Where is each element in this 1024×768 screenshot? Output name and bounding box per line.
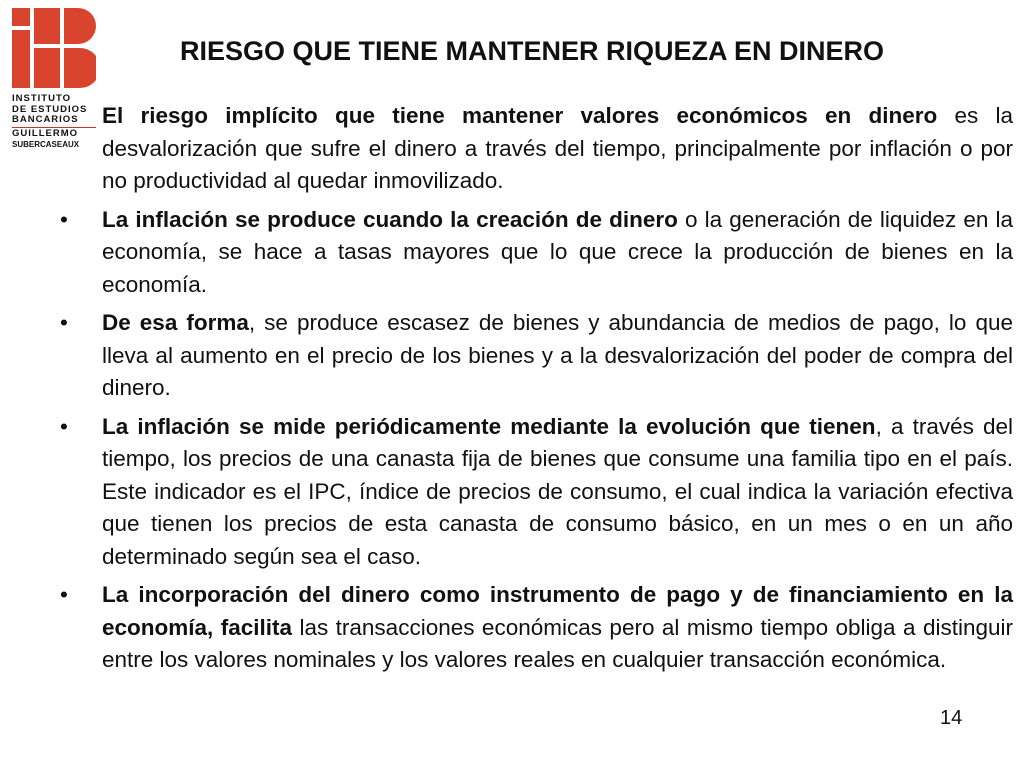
item-text: , se produce escasez de bienes y abundancia de medios de pago, lo que lleva al aumento en el precio de los bienes y a la desvalorización del poder de compra del dinero. bbox=[102, 310, 1013, 400]
logo-line: DE ESTUDIOS bbox=[12, 103, 88, 115]
item-text: o la generación de liquidez en la economía, se hace a tasas mayores que lo que crece la producción de bienes en la economía. bbox=[102, 206, 1013, 297]
item-text: las transacciones económicas pero al mismo tiempo obliga a distinguir entre los valores nominales y los valores reales en cualquier transacción económica. bbox=[102, 614, 1014, 672]
logo-line: GUILLERMO bbox=[12, 128, 78, 139]
item-bold-text: La inflación se mide periódicamente mediante la evolución que tienen bbox=[102, 413, 876, 439]
page-number: 14 bbox=[940, 707, 963, 729]
list-item bbox=[60, 100, 1013, 198]
list-item bbox=[60, 411, 1013, 574]
bullet-icon: • bbox=[60, 206, 68, 232]
item-bold-text: La incorporación del dinero como instrumento de pago y de financiamiento en la economía, facilita bbox=[102, 582, 1013, 640]
bullet-icon: • bbox=[60, 310, 68, 335]
bullet-icon: • bbox=[60, 413, 68, 439]
list-item bbox=[60, 204, 1013, 302]
ieb-logo-icon bbox=[12, 8, 96, 88]
logo-line: BANCARIOS bbox=[12, 114, 79, 125]
item-bold-text: La inflación se produce cuando la creación de dinero bbox=[102, 206, 678, 232]
list-item bbox=[60, 307, 1013, 405]
item-text: es la desvalorización que sufre el dinero a través del tiempo, principalmente por inflación o por no productividad al quedar inmovilizado. bbox=[102, 103, 1014, 193]
list-item bbox=[60, 579, 1013, 677]
bullet-icon: • bbox=[60, 582, 68, 607]
bullet-list bbox=[60, 100, 1013, 683]
item-bold-text: De esa forma bbox=[102, 310, 249, 335]
logo-line: INSTITUTO bbox=[12, 93, 71, 104]
item-bold-text: El riesgo implícito que tiene mantener valores económicos en dinero bbox=[102, 103, 938, 128]
item-text: , a través del tiempo, los precios de una canasta fija de bienes que consume una familia tipo en el país. Este indicador es el IPC, índice de precios de consumo, el cual indica la variación efectiva que tienen los precios de esta canasta de consumo básico, en un mes o en un año determinado según sea el caso. bbox=[102, 413, 1013, 569]
logo-line: SUBERCASEAUX bbox=[12, 139, 80, 149]
slide-title: RIESGO QUE TIENE MANTENER RIQUEZA EN DINERO bbox=[180, 36, 885, 66]
